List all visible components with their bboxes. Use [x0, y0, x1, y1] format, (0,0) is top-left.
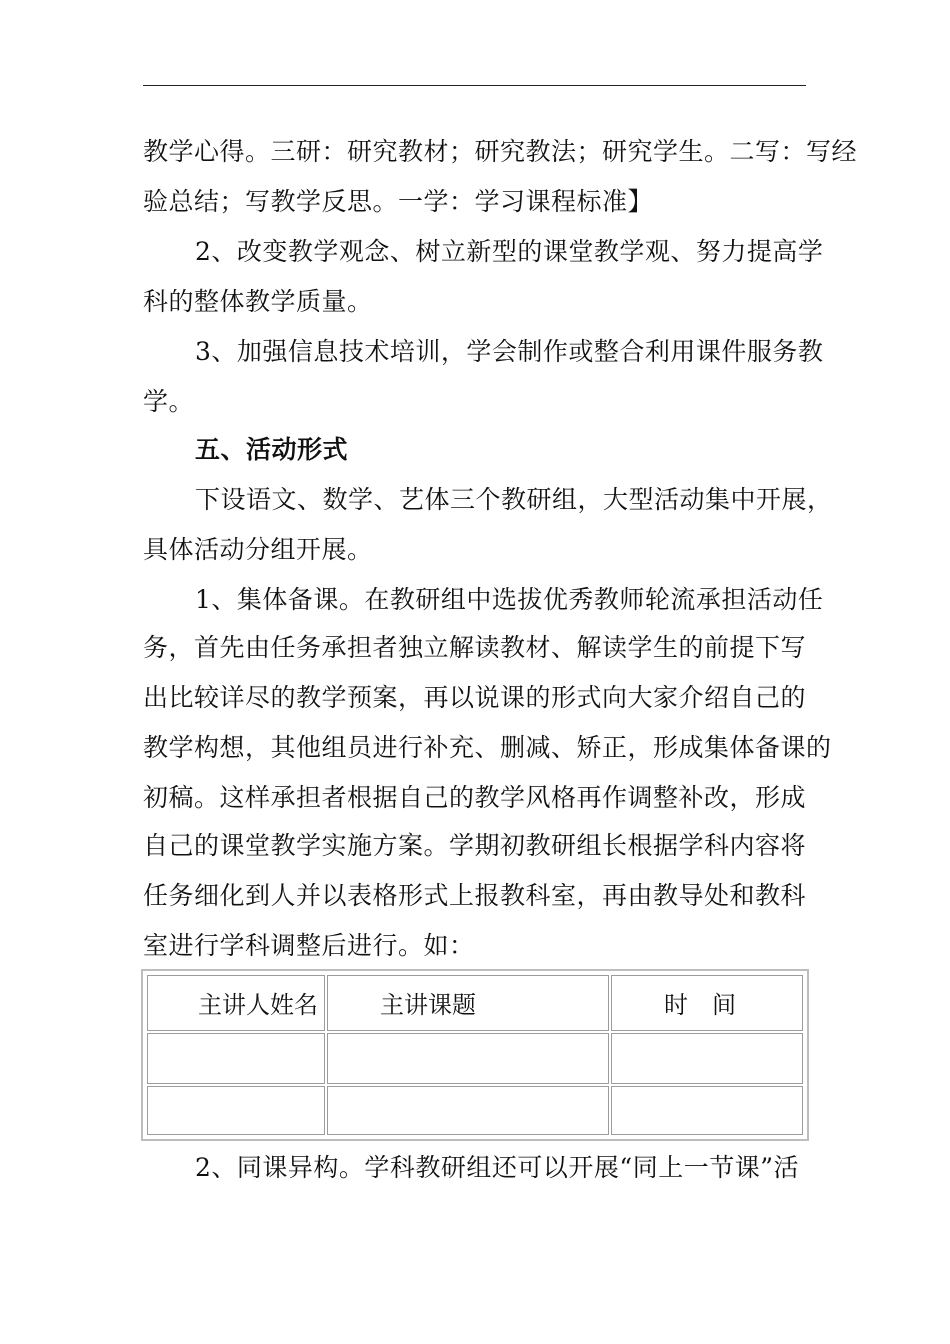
header-topic: 主讲课题 [380, 991, 476, 1019]
paragraph-line: 学。 [143, 387, 195, 416]
table-header-cell [611, 975, 803, 1031]
table-cell [147, 1033, 325, 1084]
table-cell [327, 1086, 609, 1135]
paragraph-line: 具体活动分组开展。 [143, 535, 373, 564]
paragraph-line: 2、改变教学观念、树立新型的课堂教学观、努力提高学 [195, 237, 824, 266]
table-header-cell [147, 975, 325, 1031]
paragraph-line: 验总结；写教学反思。一学：学习课程标准】 [143, 187, 654, 216]
paragraph-line: 务，首先由任务承担者独立解读教材、解读学生的前提下写 [143, 633, 807, 662]
table-cell [147, 1086, 325, 1135]
paragraph-line: 教学构想，其他组员进行补充、删减、矫正，形成集体备课的 [143, 733, 832, 762]
paragraph-line: 科的整体教学质量。 [143, 287, 373, 316]
header-time: 时 间 [664, 991, 736, 1019]
lecture-schedule-table [141, 969, 809, 1141]
header-rule [143, 85, 806, 86]
paragraph-line: 1、集体备课。在教研组中选拔优秀教师轮流承担活动任 [195, 585, 824, 614]
paragraph-line: 自己的课堂教学实施方案。学期初教研组长根据学科内容将 [143, 831, 807, 860]
paragraph-line: 3、加强信息技术培训，学会制作或整合利用课件服务教 [195, 337, 824, 366]
paragraph-line: 任务细化到人并以表格形式上报教科室，再由教导处和教科 [143, 881, 807, 910]
paragraph-line: 下设语文、数学、艺体三个教研组，大型活动集中开展， [195, 485, 833, 514]
paragraph-line: 出比较详尽的教学预案，再以说课的形式向大家介绍自己的 [143, 683, 807, 712]
header-speaker-name: 主讲人姓名 [198, 991, 318, 1019]
paragraph-line: 室进行学科调整后进行。如： [143, 931, 475, 960]
paragraph-line: 初稿。这样承担者根据自己的教学风格再作调整补改，形成 [143, 783, 807, 812]
table-cell [611, 1033, 803, 1084]
table-header-cell [327, 975, 609, 1031]
table-cell [327, 1033, 609, 1084]
paragraph-line: 教学心得。三研：研究教材；研究教法；研究学生。二写：写经 [143, 137, 858, 166]
table-cell [611, 1086, 803, 1135]
section-heading: 五、活动形式 [195, 435, 349, 464]
paragraph-line: 2、同课异构。学科教研组还可以开展“同上一节课”活 [195, 1153, 799, 1182]
